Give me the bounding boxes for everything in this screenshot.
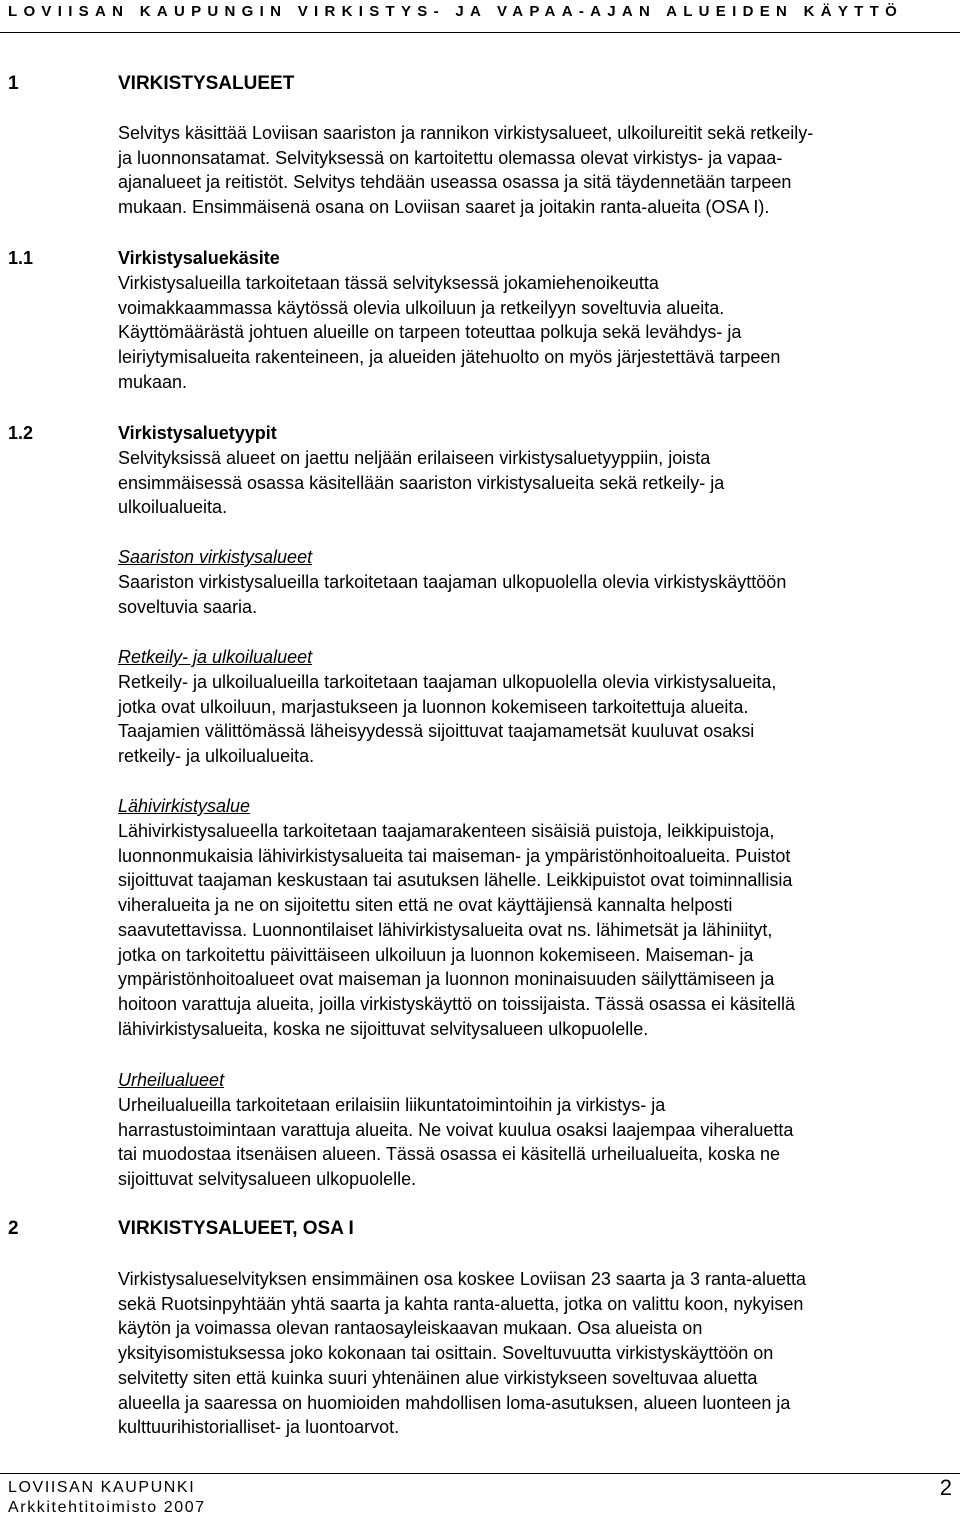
text-line: sijoittuvat taajaman keskustaan tai asutuksen lähelle. Leikkipuistot ovat toiminnallisia [118, 870, 793, 891]
header-rule [0, 32, 960, 33]
type-body-urheilu [118, 1093, 938, 1192]
section-2-body [118, 1267, 938, 1440]
text-line: ja luonnonsatamat. Selvityksessä on kartoitettu olemassa olevat virkistys- ja vapaa- [118, 147, 783, 168]
footer-rule [0, 1473, 960, 1474]
type-body-retkeily [118, 670, 938, 769]
text-line: harrastustoimintaan varattuja alueita. Ne voivat kuulua osaksi laajempaa viheraluetta [118, 1119, 794, 1140]
text-line: Lähivirkistysalueella tarkoitetaan taajamarakenteen sisäisiä puistoja, leikkipuistoja, [118, 821, 775, 841]
footer-organization: LOVIISAN KAUPUNKI [8, 1479, 196, 1496]
text-line: Selvityksissä alueet on jaettu neljään erilaiseen virkistysaluetyyppiin, joista [118, 448, 711, 468]
text-line: alueella ja saaressa on huomioiden mahdollisen loma-asutuksen, alueen luonteen ja [118, 1392, 791, 1413]
text-line: Saariston virkistysalueilla tarkoitetaan taajaman ulkopuolella olevia virkistyskäyttöön [118, 572, 787, 592]
section-title: VIRKISTYSALUEET, OSA I [118, 1218, 354, 1239]
text-line: mukaan. Ensimmäisenä osana on Loviisan saaret ja joitakin ranta-alueita (OSA I). [118, 197, 770, 218]
text-line: jotka ovat ulkoiluun, marjastukseen ja luonnon kokemiseen tarkoitettuja alueita. [118, 696, 749, 717]
text-line: voimakkaammassa käytössä olevia ulkoiluun ja retkeilyyn soveltuvia alueita. [118, 297, 725, 318]
section-number: 2 [8, 1218, 19, 1239]
text-line: jotka on tarkoitettu päivittäiseen ulkoiluun ja luonnon kokemiseen. Maiseman- ja [118, 944, 754, 965]
text-line: luonnonmukaisia lähivirkistysalueita tai maiseman- ja ympäristönhoitoalueita. Puistot [118, 845, 791, 866]
page-number: 2 [939, 1475, 952, 1500]
section-number: 1.1 [8, 248, 34, 268]
text-line: ympäristönhoitoalueet ovat maiseman ja luonnon moninaisuuden säilyttämiseen ja [118, 969, 775, 990]
section-number: 1.2 [8, 423, 34, 443]
text-line: sekä Ruotsinpyhtään yhtä saarta ja kahta ranta-aluetta, jotka on valittu koon, nykyisen [118, 1293, 804, 1314]
text-line: viheralueita ja ne on sijoitettu siten että ne ovat käyttäjiensä kannalta helposti [118, 895, 733, 916]
text-line: lähivirkistysalueita, koska ne sijoittuvat selvitysalueen ulkopuolelle. [118, 1018, 649, 1039]
section-title: VIRKISTYSALUEET [118, 73, 295, 94]
footer-author: Arkkitehtitoimisto 2007 [8, 1499, 206, 1516]
running-header: LOVIISAN KAUPUNGIN VIRKISTYS- JA VAPAA-AJAN ALUEIDEN KÄYTTÖ [8, 3, 904, 20]
text-line: tai muodostaa itsenäisen alueen. Tässä osassa ei käsitellä urheilualueita, koska ne [118, 1144, 781, 1165]
section-1-2-body [118, 446, 938, 520]
text-line: kulttuurihistorialliset- ja luontoarvot. [118, 1417, 400, 1438]
type-body-lahivirkistys [118, 819, 938, 1041]
section-number: 1 [8, 73, 19, 94]
text-line: mukaan. [118, 371, 188, 392]
section-1-intro [118, 121, 938, 220]
text-line: Urheilualueilla tarkoitetaan erilaisiin liikuntatoimintoihin ja virkistys- ja [118, 1095, 666, 1115]
text-line: Selvitys käsittää Loviisan saariston ja rannikon virkistysalueet, ulkoilureitit sekä retkeily- [118, 123, 814, 143]
text-line: yksityisomistuksessa joko kokonaan tai osittain. Soveltuvuutta virkistyskäyttöön on [118, 1343, 774, 1364]
footer [8, 1478, 206, 1518]
text-line: selvitetty siten että kuinka suuri yhtenäinen alue virkistykseen soveltuvaa aluetta [118, 1367, 758, 1388]
type-body-saariston [118, 570, 938, 619]
text-line: Retkeily- ja ulkoilualueilla tarkoitetaan taajaman ulkopuolella olevia virkistysalueita, [118, 672, 777, 692]
section-1-1-body [118, 271, 938, 395]
section-title: Virkistysaluekäsite [118, 248, 280, 268]
text-line: soveltuvia saaria. [118, 596, 258, 617]
text-line: ajanalueet ja reitistöt. Selvitys tehdään useassa osassa ja sitä täydennetään tarpeen [118, 172, 792, 193]
text-line: leiriytymisalueita rakenteineen, ja alueiden jätehuolto on myös järjestettävä tarpeen [118, 347, 781, 368]
text-line: Käyttömäärästä johtuen alueille on tarpeen toteuttaa polkuja sekä levähdys- ja [118, 322, 742, 343]
subheading-lahivirkistysalue: Lähivirkistysalue [118, 796, 251, 816]
subheading-urheilualueet: Urheilualueet [118, 1070, 225, 1090]
text-line: käytön ja voimassa olevan rantaosayleiskaavan mukaan. Osa alueista on [118, 1318, 703, 1339]
text-line: ensimmäisessä osassa käsitellään saariston virkistysalueita sekä retkeily- ja [118, 472, 725, 493]
text-line: saavutettavissa. Luonnontilaiset lähivirkistysalueita ovat ns. lähimetsät ja lähiniityt, [118, 919, 773, 940]
text-line: Virkistysalueilla tarkoitetaan tässä selvityksessä jokamiehenoikeutta [118, 273, 659, 293]
subheading-saariston-virkistysalueet: Saariston virkistysalueet [118, 547, 313, 567]
text-line: ulkoilualueita. [118, 497, 228, 518]
text-line: Taajamien välittömässä läheisyydessä sijoittuvat taajamametsät kuuluvat osaksi [118, 721, 755, 742]
section-title: Virkistysaluetyypit [118, 423, 277, 443]
text-line: hoitoon varattuja alueita, joilla virkistyskäyttö on toissijaista. Tässä osassa ei käsitellä [118, 993, 795, 1014]
text-line: Virkistysalueselvityksen ensimmäinen osa koskee Loviisan 23 saarta ja 3 ranta-aluetta [118, 1269, 807, 1289]
subheading-retkeily-ulkoilualueet: Retkeily- ja ulkoilualueet [118, 647, 313, 667]
text-line: retkeily- ja ulkoilualueita. [118, 746, 315, 767]
text-line: sijoittuvat selvitysalueen ulkopuolelle. [118, 1169, 417, 1190]
